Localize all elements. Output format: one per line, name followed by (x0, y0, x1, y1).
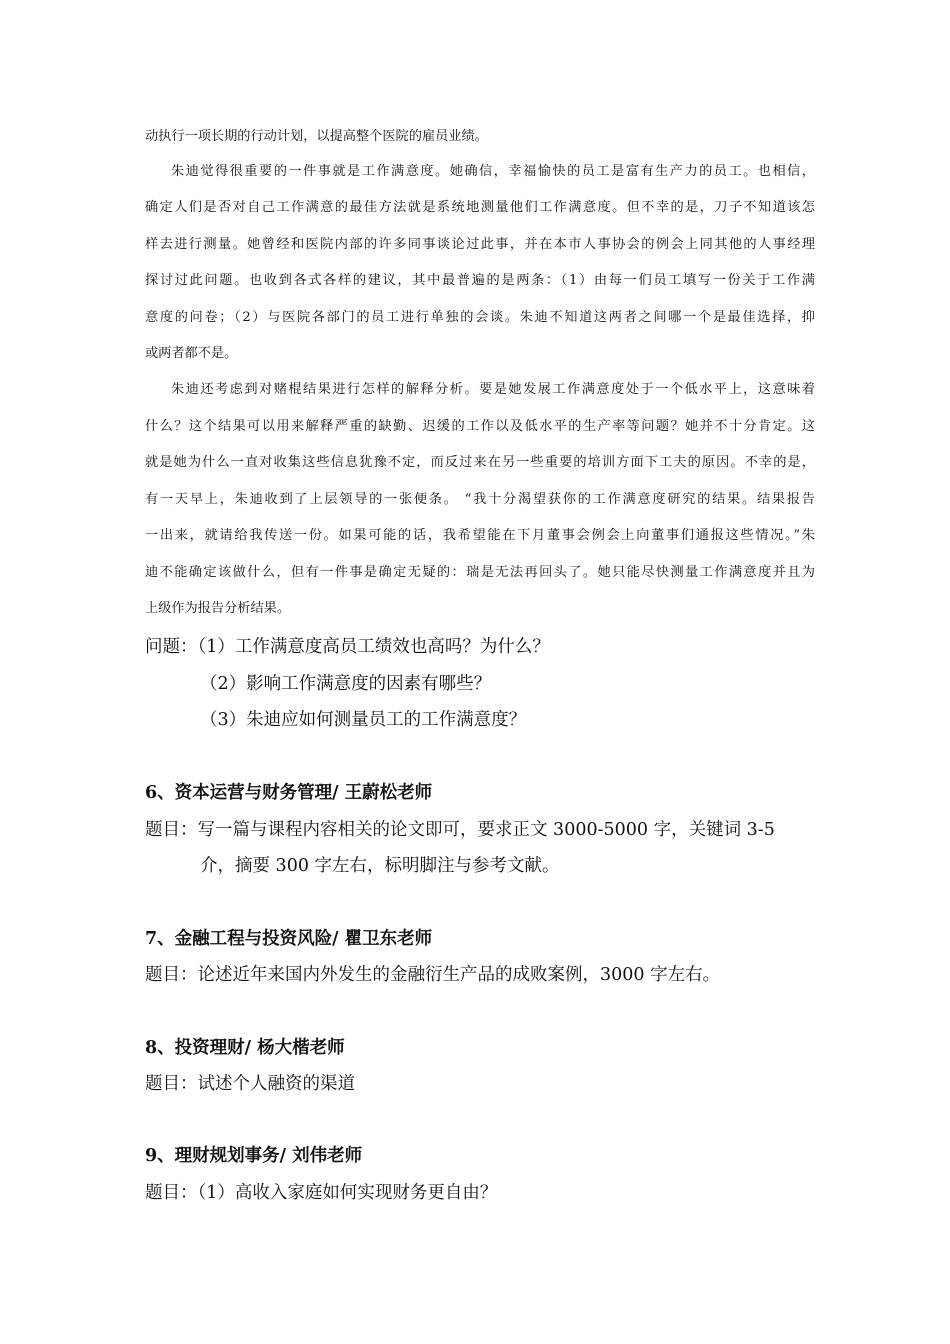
section-8-heading: 8、投资理财/ 杨大楷老师 (145, 1038, 345, 1058)
case-paragraph-line: 上级作为报告分析结果。 (145, 601, 291, 616)
section-6-prompt: 题目：写一篇与课程内容相关的论文即可，要求正文 3000-5000 字，关键词 3-5 (145, 820, 775, 840)
case-paragraph-line: 动执行一项长期的行动计划，以提高整个医院的雇员业绩。 (145, 129, 488, 144)
case-paragraph-line: 确定人们是否对自己工作满意的最佳方法就是系统地测量他们工作满意度。但不幸的是，刀子不知道该怎 (145, 200, 815, 215)
case-paragraph-line: 什么？这个结果可以用来解释严重的缺勤、迟缓的工作以及低水平的生产率等问题？她并不十分肯定。这 (145, 419, 815, 434)
case-paragraph-line: 迪不能确定该做什么，但有一件事是确定无疑的：瑞是无法再回头了。她只能尽快测量工作满意度并且为 (145, 565, 815, 580)
case-paragraph-line: 探讨过此问题。也收到各式各样的建议，其中最普遍的是两条：（1）由每一们员工填写一份关于工作满 (145, 273, 815, 288)
case-paragraph-line: 有一天早上，朱迪收到了上层领导的一张便条。 “我十分渴望获你的工作满意度研究的结果。结果报告 (145, 492, 815, 507)
section-7-prompt: 题目：论述近年来国内外发生的金融衍生产品的成败案例，3000 字左右。 (145, 965, 721, 985)
case-paragraph-line: 朱迪还考虑到对赌棍结果进行怎样的解释分析。要是她发展工作满意度处于一个低水平上，这意味着 (171, 382, 815, 397)
case-paragraph-line: 朱迪觉得很重要的一件事就是工作满意度。她确信，幸福愉快的员工是富有生产力的员工。也相信， (171, 164, 815, 179)
section-8-prompt: 题目：试述个人融资的渠道 (145, 1074, 355, 1094)
case-paragraph-line: 就是她为什么一直对收集这些信息犹豫不定，而反过来在另一些重要的培训方面下工夫的原因。不幸的是， (145, 455, 815, 470)
question-2: （2）影响工作满意度的因素有哪些？ (200, 674, 492, 694)
case-paragraph-line: 样去进行测量。她曾经和医院内部的许多同事谈论过此事，并在本市人事协会的例会上同其他的人事经理 (145, 237, 815, 252)
case-paragraph-line: 或两者都不是。 (145, 346, 238, 361)
section-6-prompt-cont: 介，摘要 300 字左右，标明脚注与参考文献。 (200, 856, 560, 876)
question-3: （3）朱迪应如何测量员工的工作满意度？ (200, 710, 527, 730)
section-7-heading: 7、金融工程与投资风险/ 瞿卫东老师 (145, 929, 433, 949)
section-6-heading: 6、资本运营与财务管理/ 王蔚松老师 (145, 783, 433, 803)
question-1: 问题：（1）工作满意度高员工绩效也高吗？为什么？ (145, 637, 550, 657)
case-paragraph-line: 意度的问卷；（2）与医院各部门的员工进行单独的会谈。朱迪不知道这两者之间哪一个是最佳选择，抑 (145, 310, 815, 325)
section-9-heading: 9、理财规划事务/ 刘伟老师 (145, 1146, 363, 1166)
section-9-prompt: 题目：（1）高收入家庭如何实现财务更自由？ (145, 1183, 498, 1203)
case-paragraph-line: 一出来，就请给我传送一份。如果可能的话，我希望能在下月董事会例会上向董事们通报这些情况。”朱 (145, 528, 815, 543)
